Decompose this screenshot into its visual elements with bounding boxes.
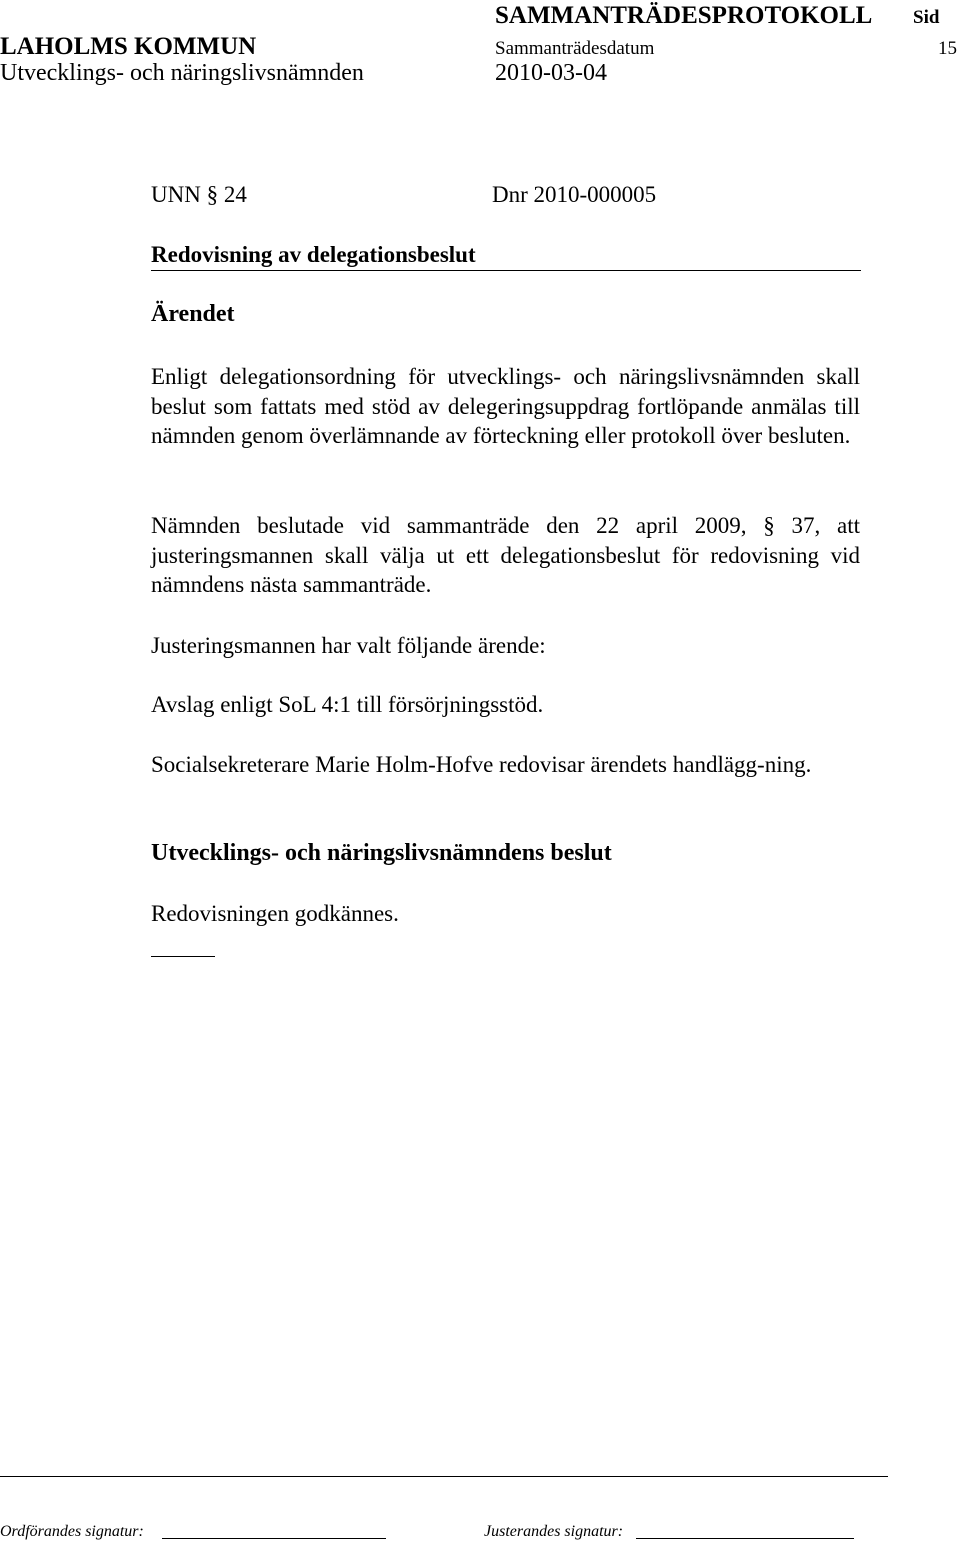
page-number: 15 [938, 38, 957, 59]
chair-signature-line [162, 1538, 386, 1539]
footer-rule [0, 1476, 888, 1477]
chair-signature-label: Ordförandes signatur: [0, 1523, 144, 1540]
paragraph-selected-case-intro: Justeringsmannen har valt följande ärende: [151, 633, 546, 658]
date-label: Sammanträdesdatum [495, 38, 655, 59]
page-label: Sid [913, 7, 940, 28]
decision-end-rule [151, 956, 215, 957]
paragraph-previous-decision: Nämnden beslutade vid sammanträde den 22 april 2009, § 37, att justeringsmannen skall välja ut ett delegationsbeslut för redovisning vid nämndens nästa sammanträde. [151, 513, 860, 597]
section-heading: Ärendet [151, 301, 235, 327]
decision-heading: Utvecklings- och näringslivsnämndens beslut [151, 840, 612, 866]
paragraph-presentation: Socialsekreterare Marie Holm-Hofve redovisar ärendets handlägg-ning. [151, 752, 812, 777]
case-number: UNN § 24 [151, 182, 247, 207]
paragraph-selected-case: Avslag enligt SoL 4:1 till försörjningsstöd. [151, 692, 544, 717]
case-title: Redovisning av delegationsbeslut [151, 242, 476, 267]
protocol-title: SAMMANTRÄDESPROTOKOLL [495, 2, 873, 29]
decision-text: Redovisningen godkännes. [151, 901, 399, 926]
title-underline [151, 270, 861, 271]
paragraph-delegation-rules: Enligt delegationsordning för utvecklings- och näringslivsnämnden skall beslut som fattats med stöd av delegeringsuppdrag fortlöpande anmälas till nämnden genom överlämnande av förteckning eller protokoll över besluten. [151, 364, 860, 448]
adjuster-signature-line [636, 1538, 854, 1539]
case-dnr: Dnr 2010-000005 [492, 182, 657, 207]
adjuster-signature-label: Justerandes signatur: [484, 1523, 624, 1540]
meeting-date: 2010-03-04 [495, 60, 607, 86]
committee-name: Utvecklings- och näringslivsnämnden [0, 60, 364, 86]
municipality-name: LAHOLMS KOMMUN [0, 33, 257, 60]
